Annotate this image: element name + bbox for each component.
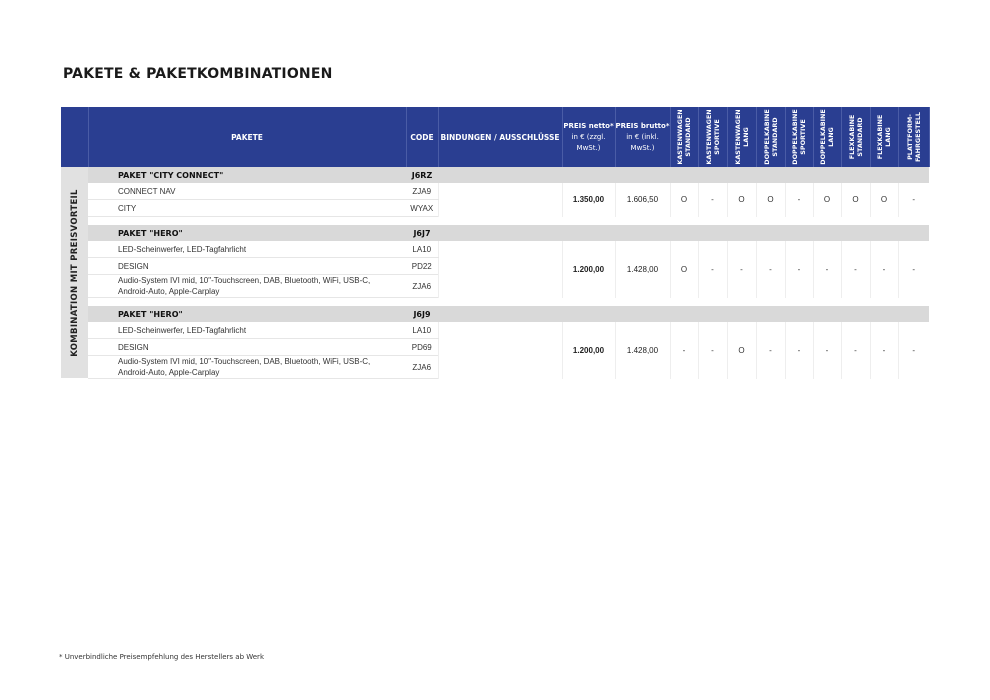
package-header-row <box>61 306 929 322</box>
header-variant-line2: LANG <box>827 127 835 147</box>
header-variant-line2: STANDARD <box>855 117 864 157</box>
header-variant-line1: FLEXKABINE <box>847 114 856 160</box>
header-variant-label-2 <box>734 109 750 164</box>
package-header-fill <box>438 306 929 322</box>
availability-mark: O <box>841 183 870 217</box>
header-variant-line2: SPORTIVE <box>712 119 721 155</box>
availability-mark: O <box>870 183 898 217</box>
header-variant-line1: DOPPELKABINE <box>819 109 827 165</box>
availability-mark: - <box>698 183 727 217</box>
side-label-cell <box>61 167 88 379</box>
availability-mark: O <box>670 183 698 217</box>
availability-mark: - <box>841 241 870 298</box>
item-name: Audio-System IVI mid, 10"-Touchscreen, DAB, Bluetooth, WiFi, USB-C, Android-Auto, Apple-Carplay <box>88 275 406 298</box>
header-variant-7 <box>870 107 898 167</box>
header-side-spacer <box>61 107 88 167</box>
price-brutto: 1.428,00 <box>615 322 670 379</box>
header-variant-line1: KASTENWAGEN <box>704 109 713 165</box>
availability-mark: - <box>785 183 813 217</box>
price-netto: 1.200,00 <box>562 241 615 298</box>
bindungen-cell <box>438 322 562 379</box>
header-variant-label-4 <box>791 109 807 164</box>
item-name: CITY <box>88 200 406 217</box>
table-row <box>61 322 929 339</box>
package-name: PAKET "HERO" <box>88 225 406 241</box>
spacer-row <box>61 217 929 226</box>
packages-table-container <box>61 107 929 379</box>
header-preis-netto <box>562 107 615 167</box>
price-brutto: 1.428,00 <box>615 241 670 298</box>
availability-mark: - <box>785 241 813 298</box>
availability-mark: - <box>727 241 756 298</box>
header-variant-label-0 <box>676 109 692 164</box>
price-netto: 1.200,00 <box>562 322 615 379</box>
package-header-fill <box>438 167 929 183</box>
availability-mark: O <box>813 183 841 217</box>
package-header-fill <box>438 225 929 241</box>
item-name: DESIGN <box>88 339 406 356</box>
header-preis-netto-label: PREIS netto* <box>563 121 614 130</box>
item-code: PD22 <box>406 258 438 275</box>
package-code: J6J9 <box>406 306 438 322</box>
header-variant-line1: PLATTFORM- <box>905 114 914 160</box>
header-preis-brutto-label: PREIS brutto* <box>615 121 670 130</box>
header-variant-line1: FLEXKABINE <box>876 114 884 160</box>
header-pakete: PAKETE <box>88 107 406 167</box>
header-variant-label-7 <box>876 115 892 160</box>
item-name: LED-Scheinwerfer, LED-Tagfahrlicht <box>88 322 406 339</box>
spacer-cell <box>88 217 929 226</box>
spacer-row <box>61 298 929 307</box>
availability-mark: - <box>813 241 841 298</box>
availability-mark: O <box>727 183 756 217</box>
header-variant-label-8 <box>906 112 922 162</box>
package-code: J6J7 <box>406 225 438 241</box>
availability-mark: - <box>870 322 898 379</box>
header-variant-3 <box>756 107 785 167</box>
header-variant-line2: STANDARD <box>770 117 779 157</box>
item-code: ZJA6 <box>406 275 438 298</box>
item-name: CONNECT NAV <box>88 183 406 200</box>
package-header-row <box>61 167 929 183</box>
header-variant-1 <box>698 107 727 167</box>
item-code: LA10 <box>406 241 438 258</box>
item-code: LA10 <box>406 322 438 339</box>
availability-mark: - <box>898 183 929 217</box>
bindungen-cell <box>438 241 562 298</box>
availability-mark: - <box>841 322 870 379</box>
header-preis-brutto-sub: in € (inkl. MwSt.) <box>626 132 659 152</box>
availability-mark: - <box>698 322 727 379</box>
availability-mark: - <box>756 322 785 379</box>
header-variant-line2: LANG <box>741 127 750 147</box>
package-name: PAKET "CITY CONNECT" <box>88 167 406 183</box>
availability-mark: - <box>698 241 727 298</box>
availability-mark: O <box>756 183 785 217</box>
item-name: Audio-System IVI mid, 10"-Touchscreen, DAB, Bluetooth, WiFi, USB-C, Android-Auto, Apple-Carplay <box>88 356 406 379</box>
availability-mark: O <box>727 322 756 379</box>
spacer-cell <box>88 298 929 307</box>
item-name: LED-Scheinwerfer, LED-Tagfahrlicht <box>88 241 406 258</box>
header-preis-netto-sub: in € (zzgl. MwSt.) <box>571 132 606 152</box>
header-variant-4 <box>785 107 813 167</box>
header-variant-8 <box>898 107 929 167</box>
header-variant-line2: SPORTIVE <box>799 119 807 155</box>
footnote: * Unverbindliche Preisempfehlung des Herstellers ab Werk <box>59 653 264 661</box>
availability-mark: - <box>756 241 785 298</box>
header-variant-line2: STANDARD <box>684 117 692 157</box>
page-title: PAKETE & PAKETKOMBINATIONEN <box>63 66 333 82</box>
bindungen-cell <box>438 183 562 217</box>
availability-mark: - <box>785 322 813 379</box>
package-header-row <box>61 225 929 241</box>
package-code: J6RZ <box>406 167 438 183</box>
availability-mark: - <box>870 241 898 298</box>
table-header-row <box>61 107 929 167</box>
price-netto: 1.350,00 <box>562 183 615 217</box>
table-row <box>61 183 929 200</box>
availability-mark: - <box>813 322 841 379</box>
availability-mark: O <box>670 241 698 298</box>
availability-mark: - <box>898 322 929 379</box>
header-variant-line1: KASTENWAGEN <box>733 109 742 165</box>
item-name: DESIGN <box>88 258 406 275</box>
item-code: ZJA9 <box>406 183 438 200</box>
header-variant-5 <box>813 107 841 167</box>
availability-mark: - <box>898 241 929 298</box>
packages-table <box>61 107 930 379</box>
header-variant-label-5 <box>819 109 835 164</box>
header-variant-label-6 <box>848 115 864 160</box>
header-variant-2 <box>727 107 756 167</box>
header-bindungen: BINDUNGEN / AUSSCHLÜSSE <box>438 107 562 167</box>
table-row <box>61 241 929 258</box>
header-variant-line1: DOPPELKABINE <box>762 109 771 165</box>
price-brutto: 1.606,50 <box>615 183 670 217</box>
item-code: WYAX <box>406 200 438 217</box>
header-variant-label-3 <box>763 109 779 164</box>
header-variant-line2: LANG <box>884 127 892 147</box>
item-code: PD69 <box>406 339 438 356</box>
item-code: ZJA6 <box>406 356 438 379</box>
header-preis-brutto <box>615 107 670 167</box>
side-label: KOMBINATION MIT PREISVORTEIL <box>69 188 80 357</box>
header-variant-6 <box>841 107 870 167</box>
header-variant-line2: FAHRGESTELL <box>913 112 922 162</box>
header-variant-line1: DOPPELKABINE <box>791 109 799 165</box>
package-name: PAKET "HERO" <box>88 306 406 322</box>
header-variant-line1: KASTENWAGEN <box>676 109 684 165</box>
header-code: CODE <box>406 107 438 167</box>
header-variant-0 <box>670 107 698 167</box>
header-variant-label-1 <box>705 109 721 164</box>
availability-mark: - <box>670 322 698 379</box>
